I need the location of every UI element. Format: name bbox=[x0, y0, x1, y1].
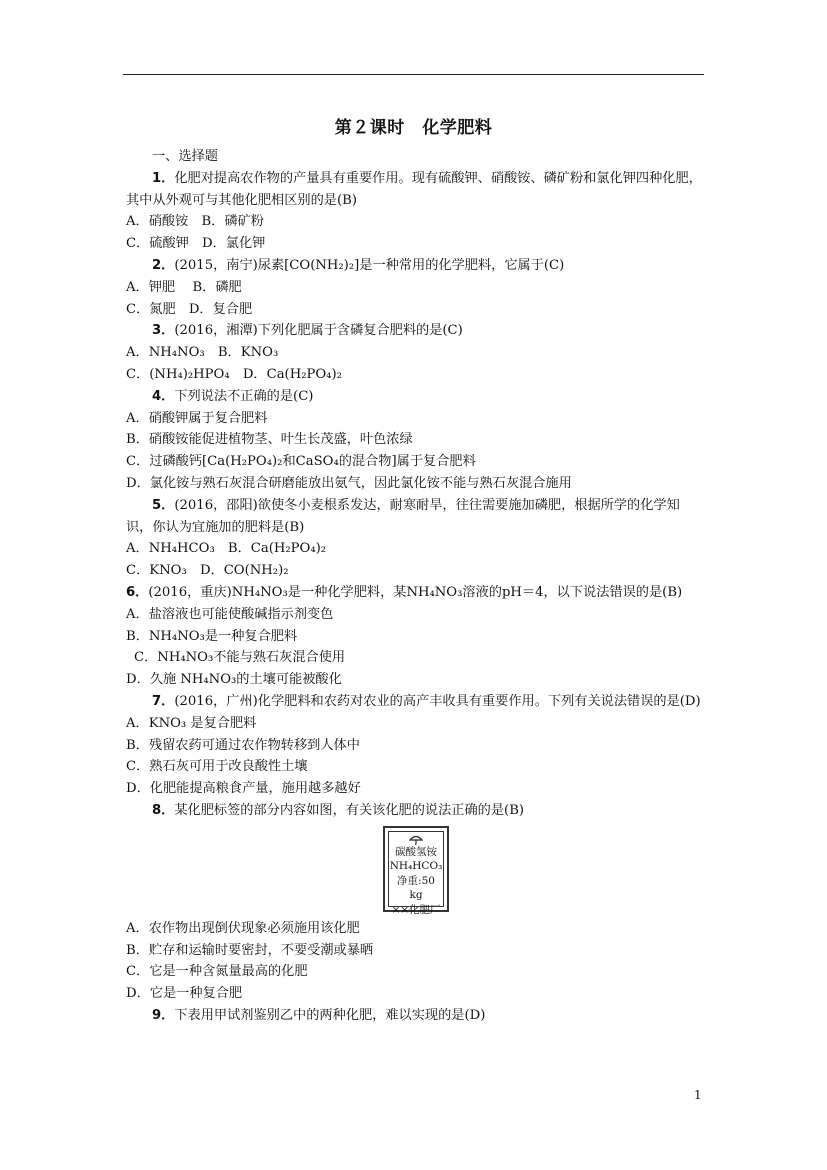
question-number: 4． bbox=[152, 388, 175, 404]
question-7 bbox=[126, 691, 706, 713]
fertilizer-weight: 净重:50 kg bbox=[397, 874, 435, 902]
question-text: 化肥对提高农作物的产量具有重要作用。现有硫酸钾、硝酸铵、磷矿粉和氯化钾四种化肥，其中从外观可与其他化肥相区别的是(B) bbox=[126, 170, 702, 208]
header-rule bbox=[123, 74, 704, 75]
fertilizer-label-figure bbox=[126, 826, 706, 916]
question-number: 5． bbox=[152, 497, 175, 513]
option-line: B．硝酸铵能促进植物茎、叶生长茂盛，叶色浓绿 bbox=[126, 432, 413, 448]
fertilizer-label bbox=[383, 826, 449, 916]
option-line: D．化肥能提高粮食产量，施用越多越好 bbox=[126, 781, 361, 797]
question-3 bbox=[126, 320, 706, 342]
option-line: A．硝酸铵 B．磷矿粉 bbox=[126, 214, 264, 230]
question-text: 下表用甲试剂鉴别乙中的两种化肥，难以实现的是(D) bbox=[174, 1007, 486, 1023]
option-line: C．(NH₄)₂HPO₄ D．Ca(H₂PO₄)₂ bbox=[126, 366, 342, 382]
option-line: D．久施 NH₄NO₃的土壤可能被酸化 bbox=[126, 672, 342, 688]
fertilizer-name: 碳酸氢铵 bbox=[395, 845, 437, 858]
option-line: C．它是一种含氮量最高的化肥 bbox=[126, 964, 308, 980]
question-text: (2016，重庆)NH₄NO₃是一种化学肥料，某NH₄NO₃溶液的pH＝4，以下说法错误的是(B) bbox=[148, 584, 683, 600]
option-line: C．NH₄NO₃不能与熟石灰混合使用 bbox=[134, 650, 346, 666]
option-line: A．KNO₃ 是复合肥料 bbox=[126, 715, 257, 731]
option-line: C．硫酸钾 D．氯化钾 bbox=[126, 236, 266, 252]
document-body bbox=[126, 146, 706, 1027]
option-line: A．钾肥 B．磷肥 bbox=[126, 279, 242, 295]
question-2 bbox=[126, 255, 706, 277]
option-line: A．硝酸钾属于复合肥料 bbox=[126, 410, 268, 426]
question-text: 某化肥标签的部分内容如图，有关该化肥的说法正确的是(B) bbox=[174, 802, 525, 818]
option-line: B．NH₄NO₃是一种复合肥料 bbox=[126, 628, 298, 644]
question-text: (2016，广州)化学肥料和农药对农业的高产丰收具有重要作用。下列有关说法错误的是(D) bbox=[174, 693, 701, 709]
section-heading: 一、选择题 bbox=[152, 149, 218, 164]
option-line: C．KNO₃ D．CO(NH₂)₂ bbox=[126, 563, 289, 579]
page-title: 第２课时 化学肥料 bbox=[334, 118, 493, 138]
question-8 bbox=[126, 800, 706, 822]
question-number: 8． bbox=[152, 802, 175, 818]
question-5 bbox=[126, 495, 706, 539]
question-number: 9． bbox=[152, 1007, 175, 1023]
option-line: C．过磷酸钙[Ca(H₂PO₄)₂和CaSO₄的混合物]属于复合肥料 bbox=[126, 454, 476, 470]
fertilizer-factory: ××化肥厂 bbox=[391, 903, 441, 916]
option-line: A．NH₄NO₃ B．KNO₃ bbox=[126, 345, 279, 361]
question-number: 3． bbox=[152, 323, 175, 339]
option-line: A．NH₄HCO₃ B．Ca(H₂PO₄)₂ bbox=[126, 541, 327, 557]
question-number: 2． bbox=[152, 257, 175, 273]
option-line: A．盐溶液也可能使酸碱指示剂变色 bbox=[126, 606, 334, 622]
question-6 bbox=[126, 582, 706, 604]
question-number: 1． bbox=[152, 170, 175, 186]
question-9 bbox=[126, 1005, 706, 1027]
question-text: (2016，邵阳)欲使冬小麦根系发达，耐寒耐旱，往往需要施加磷肥，根据所学的化学知识，你认为宜施加的肥料是(B) bbox=[126, 497, 680, 535]
fertilizer-label-inner bbox=[388, 831, 444, 916]
option-line: D．它是一种复合肥 bbox=[126, 986, 243, 1002]
option-line: A．农作物出现倒伏现象必须施用该化肥 bbox=[126, 920, 360, 936]
option-line: B．贮存和运输时要密封，不要受潮或暴晒 bbox=[126, 942, 374, 958]
option-line: C．熟石灰可用于改良酸性土壤 bbox=[126, 759, 308, 775]
page-number: 1 bbox=[694, 1088, 702, 1102]
question-number: 7． bbox=[152, 693, 175, 709]
fertilizer-formula: NH₄HCO₃ bbox=[389, 860, 443, 873]
umbrella-icon bbox=[409, 834, 423, 845]
option-line: B．残留农药可通过农作物转移到人体中 bbox=[126, 737, 360, 753]
option-line: C．氮肥 D．复合肥 bbox=[126, 301, 253, 317]
question-4 bbox=[126, 386, 706, 408]
option-line: D．氯化铵与熟石灰混合研磨能放出氨气，因此氯化铵不能与熟石灰混合施用 bbox=[126, 475, 572, 491]
question-text: (2016，湘潭)下列化肥属于含磷复合肥料的是(C) bbox=[174, 323, 463, 339]
question-text: 下列说法不正确的是(C) bbox=[174, 388, 314, 404]
question-1 bbox=[126, 168, 706, 212]
question-text: (2015，南宁)尿素[CO(NH₂)₂]是一种常用的化学肥料，它属于(C) bbox=[174, 257, 565, 273]
question-number: 6． bbox=[126, 584, 149, 600]
